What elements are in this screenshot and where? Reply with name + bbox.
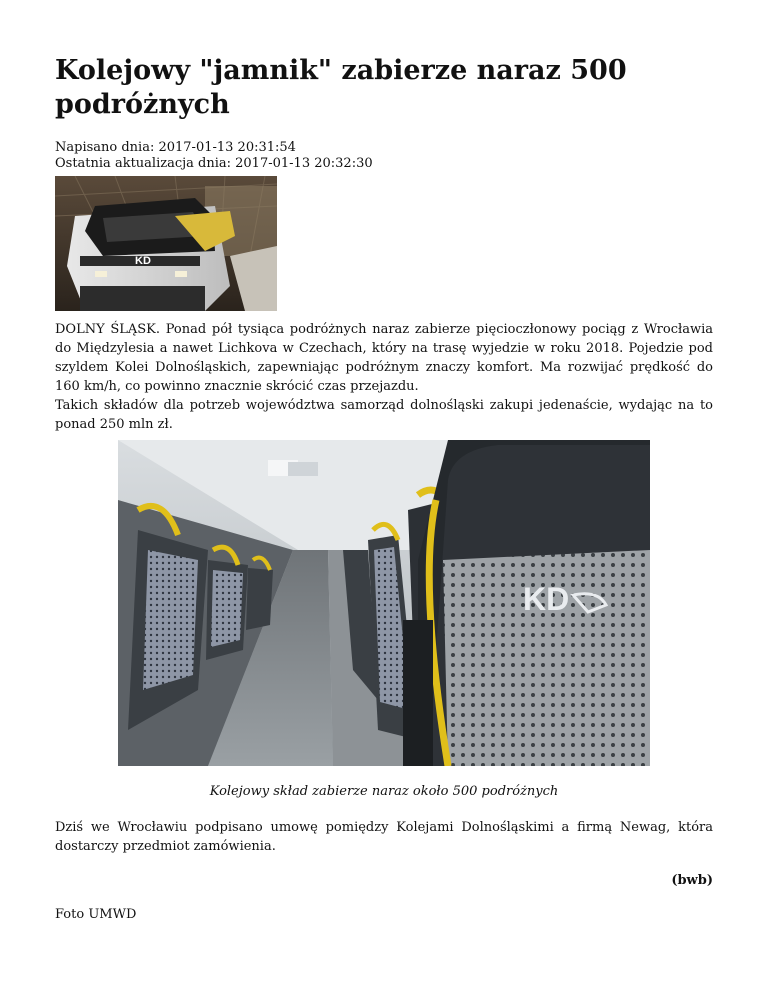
article-meta	[55, 140, 373, 172]
author-signature: (bwb)	[671, 873, 713, 888]
written-date: Napisano dnia: 2017-01-13 20:31:54	[55, 140, 296, 155]
intro	[55, 320, 713, 434]
article-title: Kolejowy "jamnik" zabierze naraz 500 podróżnych	[55, 55, 627, 120]
train-logo: KD	[135, 255, 151, 267]
interior-photo	[118, 440, 650, 766]
paragraph-fleet: Takich składów dla potrzeb województwa samorząd dolnośląski zakupi jedenaście, wydając na to ponad 250 mln zł.	[55, 398, 713, 432]
train-photo	[55, 176, 277, 311]
image-caption: Kolejowy skład zabierze naraz około 500 podróżnych	[209, 784, 559, 799]
paragraph-intro: DOLNY ŚLĄSK. Ponad pół tysiąca podróżnych naraz zabierze pięcioczłonowy pociąg z Wrocławia do Międzylesia a nawet Lichkova w Czechach, który na trasę wyjedzie w roku 2018. Pojedzie pod szyldem Kolei Dolnośląskich, zapewniając podróżnym znaczy komfort. Ma rozwijać prędkość do 160 km/h, co powinno znacznie skrócić czas przejazdu.	[55, 322, 713, 394]
updated-date: Ostatnia aktualizacja dnia: 2017-01-13 20:32:30	[55, 156, 373, 171]
seat-logo: KD	[523, 581, 570, 617]
paragraph-contract: Dziś we Wrocławiu podpisano umowę pomiędzy Kolejami Dolnośląskimi a firmą Newag, która dostarczy przedmiot zamówienia.	[55, 820, 713, 854]
photo-credit: Foto UMWD	[55, 907, 137, 922]
contract	[55, 818, 713, 856]
